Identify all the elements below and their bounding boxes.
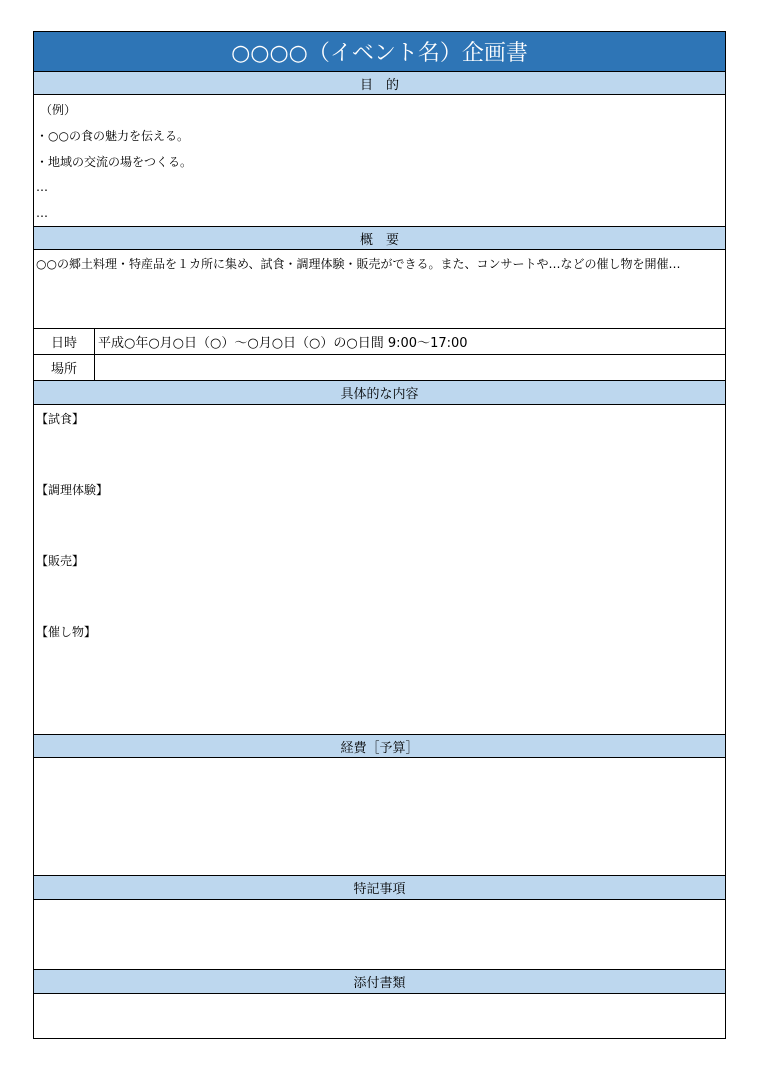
details-item: 【調理体験】 <box>36 483 109 497</box>
purpose-line: ・○○の食の魅力を伝える。 <box>36 128 189 143</box>
notes-section[interactable] <box>34 900 725 970</box>
details-item: 【販売】 <box>36 554 85 568</box>
datetime-value[interactable]: 平成○年○月○日（○）～○月○日（○）の○日間 9:00～17:00 <box>98 336 468 351</box>
budget-heading: 経費［予算］ <box>34 735 725 758</box>
details-section[interactable] <box>34 405 725 735</box>
overview-section[interactable] <box>34 250 725 329</box>
budget-section[interactable] <box>34 758 725 876</box>
purpose-line: … <box>36 180 48 194</box>
purpose-line: … <box>36 206 48 220</box>
page-title: ○○○○（イベント名）企画書 <box>34 32 725 72</box>
place-label: 場所 <box>34 355 95 380</box>
overview-text: ○○の郷土料理・特産品を１カ所に集め、試食・調理体験・販売ができる。また、コンサートや…などの催し物を開催… <box>36 257 681 271</box>
overview-heading: 概 要 <box>34 227 725 250</box>
notes-heading: 特記事項 <box>34 876 725 900</box>
purpose-section[interactable] <box>34 95 725 227</box>
datetime-row[interactable] <box>34 329 725 355</box>
place-row[interactable] <box>34 355 725 381</box>
details-item: 【催し物】 <box>36 625 97 639</box>
place-value[interactable] <box>95 355 725 380</box>
attachments-section[interactable] <box>34 994 725 1040</box>
datetime-label: 日時 <box>34 329 95 354</box>
details-item: 【試食】 <box>36 412 85 426</box>
attachments-heading: 添付書類 <box>34 970 725 994</box>
purpose-line: ・地域の交流の場をつくる。 <box>36 154 193 169</box>
details-heading: 具体的な内容 <box>34 381 725 405</box>
proposal-sheet <box>33 31 726 1039</box>
purpose-heading: 目 的 <box>34 72 725 95</box>
purpose-line: （例） <box>40 102 77 117</box>
